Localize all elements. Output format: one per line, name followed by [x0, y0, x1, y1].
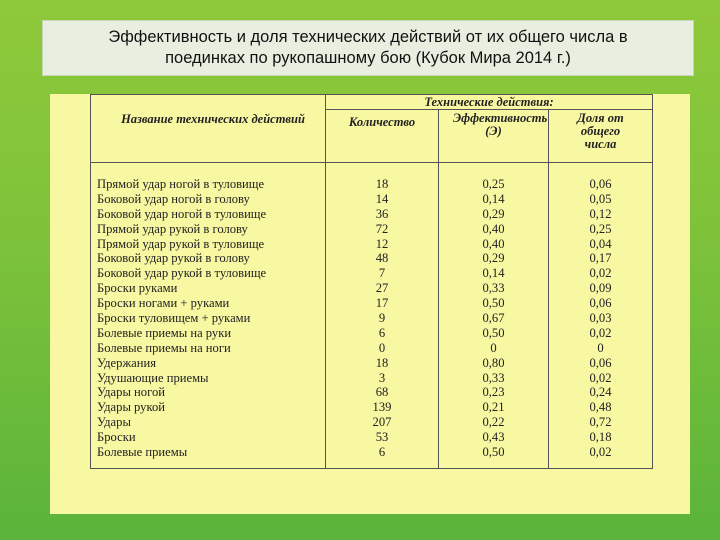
slide-title-line-2: поединках по рукопашному бою (Кубок Мира 2014 г.): [165, 49, 571, 67]
row-efficiency: 0,21: [482, 400, 505, 415]
row-efficiency: 0,50: [482, 325, 505, 340]
row-name: Броски руками: [97, 281, 178, 296]
col-group-header: Технические действия:: [326, 95, 653, 110]
row-share: 0,02: [589, 445, 612, 460]
row-name: Удержания: [97, 355, 157, 370]
row-count: 12: [375, 236, 389, 251]
row-count: 207: [372, 415, 392, 430]
row-share: 0,09: [589, 281, 612, 296]
row-name: Боковой удар рукой в туловище: [97, 266, 267, 281]
row-efficiency: 0,80: [482, 355, 505, 370]
row-share: 0: [597, 340, 604, 355]
row-name: Удары рукой: [97, 400, 165, 415]
row-count: 72: [375, 221, 389, 236]
row-count: 6: [378, 445, 386, 460]
row-count: 48: [375, 251, 389, 266]
slide-title-line-1: Эффективность и доля технических действий от их общего числа в: [108, 28, 628, 46]
row-efficiency: 0,14: [482, 266, 505, 281]
row-share: 0,25: [589, 221, 612, 236]
row-name: Броски: [97, 430, 136, 445]
row-count: 18: [375, 177, 389, 191]
row-efficiency: 0,29: [482, 251, 505, 266]
row-efficiency: 0,14: [482, 191, 505, 206]
row-name: Удушающие приемы: [97, 370, 209, 385]
row-share: 0,17: [589, 251, 612, 266]
share-column: [549, 163, 653, 469]
row-name: Болевые приемы: [97, 445, 188, 460]
row-share: 0,12: [589, 206, 612, 221]
row-name: Боковой удар ногой в туловище: [97, 206, 267, 221]
row-efficiency: 0,29: [482, 206, 505, 221]
row-efficiency: 0,40: [482, 221, 505, 236]
row-efficiency: 0,43: [482, 430, 505, 445]
row-share: 0,04: [589, 236, 612, 251]
row-count: 53: [375, 430, 389, 445]
row-efficiency: 0,33: [482, 370, 505, 385]
slide-title-box: [42, 20, 694, 76]
technical-actions-table: [90, 94, 653, 469]
table-container: [90, 94, 652, 469]
row-share: 0,02: [589, 370, 612, 385]
slide-title: [63, 27, 673, 69]
row-share: 0,72: [589, 415, 612, 430]
row-name: Болевые приемы на ноги: [97, 340, 231, 355]
row-efficiency: 0: [490, 340, 497, 355]
row-name: Прямой удар рукой в туловище: [97, 236, 265, 251]
col-header-share: Доля от общего числа: [549, 110, 653, 163]
row-efficiency: 0,67: [482, 311, 505, 326]
col-header-count: Количество: [326, 110, 439, 163]
row-efficiency: 0,22: [482, 415, 505, 430]
row-efficiency: 0,23: [482, 385, 505, 400]
efficiency-column: [439, 163, 549, 469]
counts-column: [326, 163, 439, 469]
row-count: 7: [378, 266, 386, 281]
names-column: [91, 163, 326, 469]
row-name: Прямой удар ногой в туловище: [97, 177, 265, 191]
row-count: 14: [375, 191, 389, 206]
row-share: 0,03: [589, 311, 612, 326]
row-share: 0,18: [589, 430, 612, 445]
col-header-efficiency: Эффективность (Э): [439, 110, 549, 163]
row-name: Боковой удар ногой в голову: [97, 191, 250, 206]
row-share: 0,05: [589, 191, 612, 206]
row-efficiency: 0,50: [482, 445, 505, 460]
row-share: 0,48: [589, 400, 612, 415]
row-share: 0,06: [589, 355, 612, 370]
row-name: Броски туловищем + руками: [97, 311, 251, 326]
row-count: 18: [375, 355, 389, 370]
row-name: Броски ногами + руками: [97, 296, 230, 311]
row-count: 17: [375, 296, 389, 311]
row-name: Прямой удар рукой в голову: [97, 221, 248, 236]
row-efficiency: 0,25: [482, 177, 505, 191]
row-name: Удары: [97, 415, 131, 430]
row-share: 0,02: [589, 266, 612, 281]
row-name: Болевые приемы на руки: [97, 325, 232, 340]
row-share: 0,24: [589, 385, 612, 400]
row-name: Удары ногой: [97, 385, 165, 400]
row-count: 0: [378, 340, 386, 355]
row-name: Боковой удар рукой в голову: [97, 251, 250, 266]
row-count: 36: [375, 206, 389, 221]
row-count: 6: [378, 325, 386, 340]
row-count: 27: [375, 281, 389, 296]
row-share: 0,02: [589, 325, 612, 340]
row-count: 3: [378, 370, 386, 385]
row-share: 0,06: [589, 177, 612, 191]
col-header-name: Название технических действий: [91, 95, 326, 163]
row-efficiency: 0,33: [482, 281, 505, 296]
row-share: 0,06: [589, 296, 612, 311]
row-efficiency: 0,50: [482, 296, 505, 311]
row-count: 68: [375, 385, 389, 400]
row-count: 9: [378, 311, 386, 326]
row-efficiency: 0,40: [482, 236, 505, 251]
row-count: 139: [372, 400, 392, 415]
